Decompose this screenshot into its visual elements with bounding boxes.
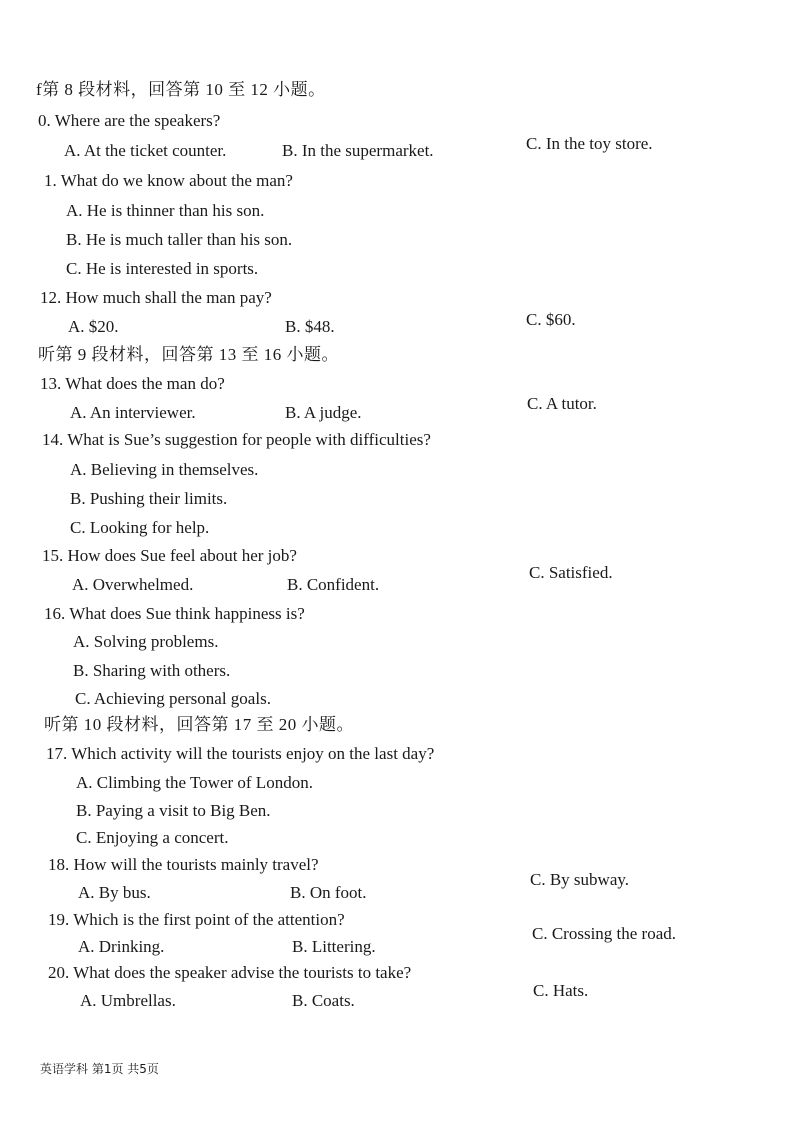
question-10-stem: 0. Where are the speakers? xyxy=(38,111,221,130)
question-19-stem: 19. Which is the first point of the attention? xyxy=(48,910,345,929)
question-17-option-c: C. Enjoying a concert. xyxy=(76,828,229,847)
question-16-option-a: A. Solving problems. xyxy=(73,632,219,651)
question-14-stem: 14. What is Sue’s suggestion for people with difficulties? xyxy=(42,430,431,449)
question-18-option-c: C. By subway. xyxy=(530,870,630,889)
question-11-option-b: B. He is much taller than his son. xyxy=(66,230,293,249)
question-17-option-b: B. Paying a visit to Big Ben. xyxy=(76,801,271,820)
question-16-option-b: B. Sharing with others. xyxy=(73,661,231,680)
question-13-stem: 13. What does the man do? xyxy=(40,374,225,393)
page-footer: 英语学科 第1页 共5页 xyxy=(40,1062,159,1076)
section-header-8: f第 8 段材料，回答第 10 至 12 小题。 xyxy=(36,80,326,99)
question-11-option-a: A. He is thinner than his son. xyxy=(66,201,265,220)
question-15-option-a: A. Overwhelmed. xyxy=(72,575,194,594)
question-16-option-c: C. Achieving personal goals. xyxy=(75,689,271,708)
question-15-option-c: C. Satisfied. xyxy=(529,563,613,582)
question-14-option-c: C. Looking for help. xyxy=(70,518,210,537)
question-11-option-c: C. He is interested in sports. xyxy=(66,259,259,278)
question-11-stem: 1. What do we know about the man? xyxy=(44,171,293,190)
question-14-option-b: B. Pushing their limits. xyxy=(70,489,228,508)
question-10-option-c: C. In the toy store. xyxy=(526,134,653,153)
question-18-option-b: B. On foot. xyxy=(290,883,367,902)
question-18-stem: 18. How will the tourists mainly travel? xyxy=(48,855,319,874)
question-16-stem: 16. What does Sue think happiness is? xyxy=(44,604,305,623)
question-12-option-b: B. $48. xyxy=(285,317,335,336)
question-14-option-a: A. Believing in themselves. xyxy=(70,460,259,479)
question-20-option-b: B. Coats. xyxy=(292,991,355,1010)
question-20-option-c: C. Hats. xyxy=(533,981,589,1000)
question-17-option-a: A. Climbing the Tower of London. xyxy=(76,773,313,792)
question-17-stem: 17. Which activity will the tourists enjoy on the last day? xyxy=(46,744,435,763)
question-19-option-a: A. Drinking. xyxy=(78,937,165,956)
question-13-option-b: B. A judge. xyxy=(285,403,362,422)
question-12-option-c: C. $60. xyxy=(526,310,576,329)
question-15-stem: 15. How does Sue feel about her job? xyxy=(42,546,297,565)
question-12-stem: 12. How much shall the man pay? xyxy=(40,288,272,307)
question-15-option-b: B. Confident. xyxy=(287,575,380,594)
question-13-option-c: C. A tutor. xyxy=(527,394,597,413)
question-13-option-a: A. An interviewer. xyxy=(70,403,196,422)
question-19-option-b: B. Littering. xyxy=(292,937,376,956)
section-header-9: 听第 9 段材料，回答第 13 至 16 小题。 xyxy=(38,345,339,364)
section-header-10: 听第 10 段材料，回答第 17 至 20 小题。 xyxy=(44,715,354,734)
question-20-stem: 20. What does the speaker advise the tourists to take? xyxy=(48,963,412,982)
question-10-option-a: A. At the ticket counter. xyxy=(64,141,227,160)
question-20-option-a: A. Umbrellas. xyxy=(80,991,176,1010)
question-18-option-a: A. By bus. xyxy=(78,883,151,902)
question-12-option-a: A. $20. xyxy=(68,317,119,336)
question-19-option-c: C. Crossing the road. xyxy=(532,924,677,943)
question-10-option-b: B. In the supermarket. xyxy=(282,141,434,160)
